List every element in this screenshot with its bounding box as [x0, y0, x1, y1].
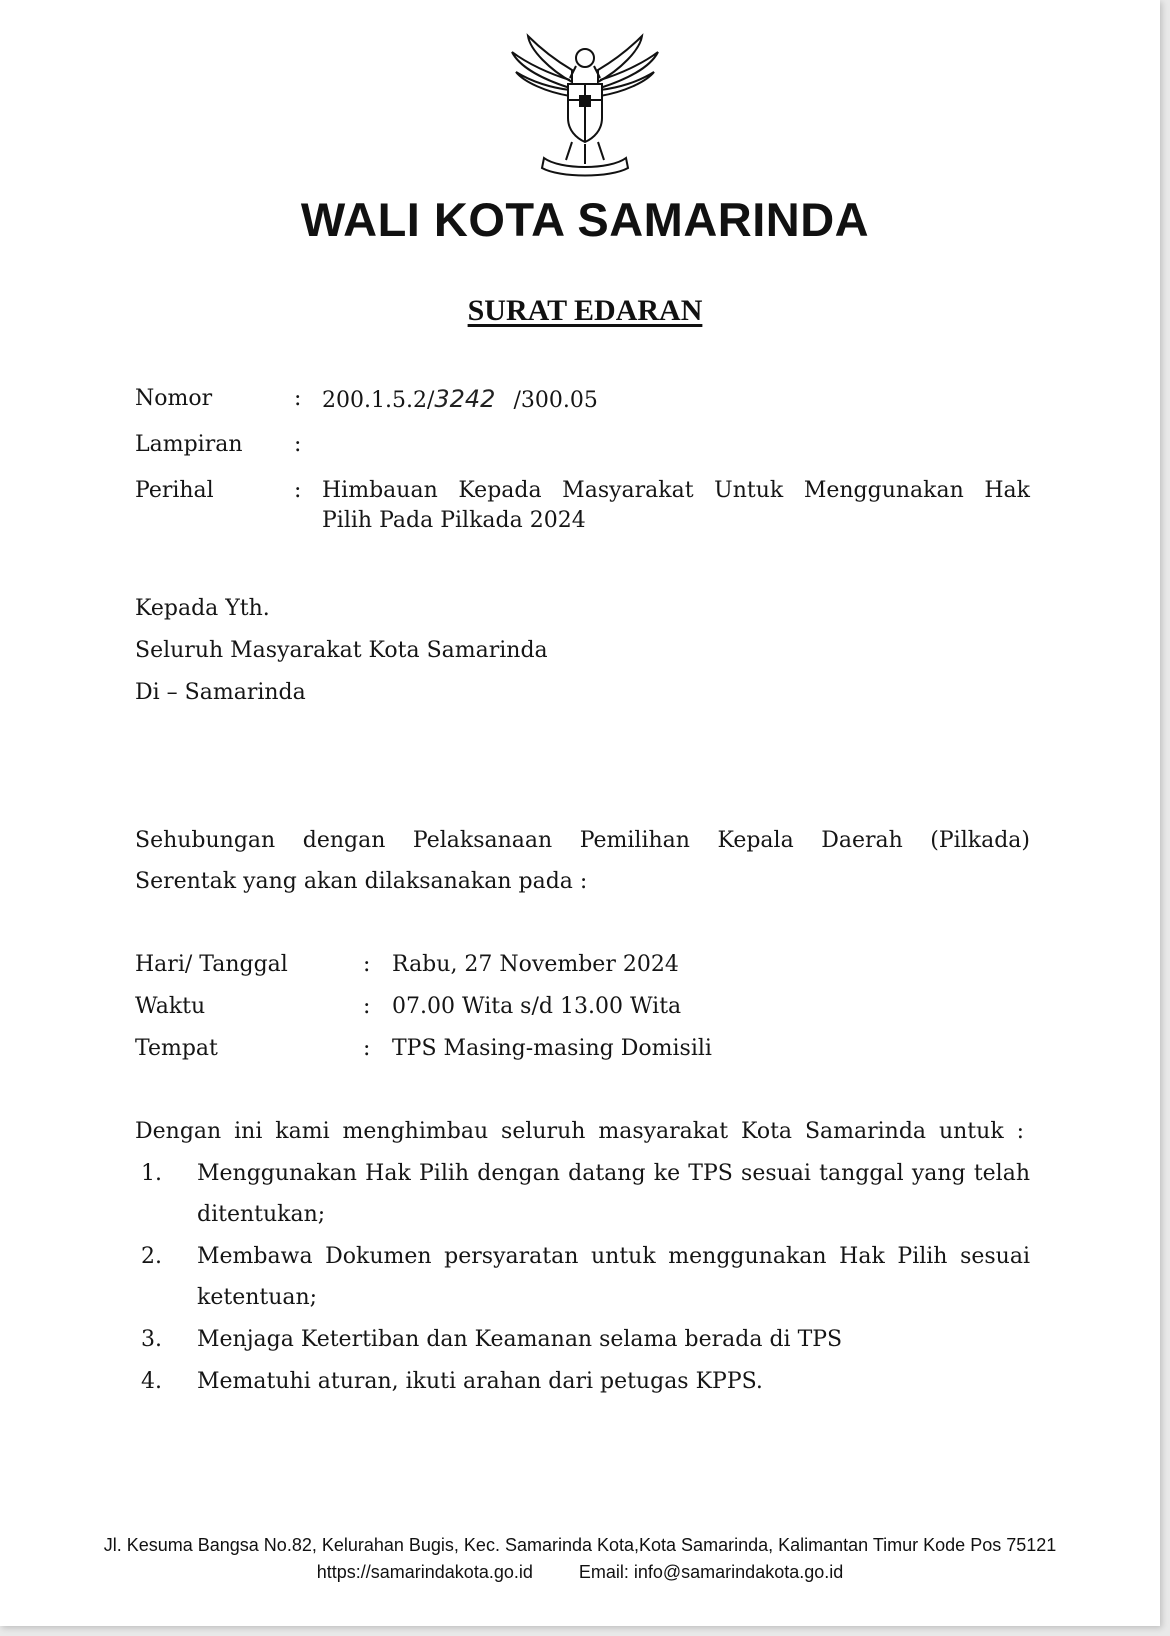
nomor-value: 200.1.5.2/3242 /300.05 — [322, 385, 598, 413]
lampiran-label: Lampiran — [135, 432, 243, 457]
intro-line-1: Sehubungan dengan Pelaksanaan Pemilihan Kepala Daerah (Pilkada) — [135, 828, 1030, 853]
hari-value: Rabu, 27 November 2024 — [392, 952, 679, 977]
tempat-colon: : — [363, 1036, 371, 1061]
list-item-number: 1. — [141, 1161, 162, 1186]
perihal-line-1: Himbauan Kepada Masyarakat Untuk Menggunakan Hak — [322, 478, 1030, 503]
tempat-value: TPS Masing-masing Domisili — [392, 1036, 712, 1061]
perihal-line-2: Pilih Pada Pilkada 2024 — [322, 508, 586, 533]
lampiran-colon: : — [294, 432, 302, 457]
recipient-line-1: Kepada Yth. — [135, 596, 270, 621]
hari-label: Hari/ Tanggal — [135, 952, 288, 977]
page-title: WALI KOTA SAMARINDA — [300, 193, 870, 246]
nomor-label: Nomor — [135, 386, 213, 411]
waktu-value: 07.00 Wita s/d 13.00 Wita — [392, 994, 682, 1019]
tempat-label: Tempat — [135, 1036, 218, 1061]
footer-website: https://samarindakota.go.id — [316, 1562, 533, 1582]
perihal-label: Perihal — [135, 478, 214, 503]
document-type-heading: SURAT EDARAN — [467, 294, 703, 327]
list-item-text: Menjaga Ketertiban dan Keamanan selama berada di TPS — [197, 1327, 843, 1352]
waktu-label: Waktu — [135, 994, 206, 1019]
footer-contact — [0, 1562, 1160, 1583]
list-item-text: Membawa Dokumen persyaratan untuk menggunakan Hak Pilih sesuai — [197, 1244, 1030, 1269]
list-item-number: 2. — [141, 1244, 162, 1269]
recipient-line-2: Seluruh Masyarakat Kota Samarinda — [135, 638, 548, 663]
list-item-text-continued: ditentukan; — [197, 1202, 326, 1227]
hari-colon: : — [363, 952, 371, 977]
recipient-line-3: Di – Samarinda — [135, 680, 306, 705]
waktu-colon: : — [363, 994, 371, 1019]
garuda-pancasila-emblem-icon — [510, 30, 660, 180]
nomor-handwritten-number: 3242 — [434, 385, 496, 413]
perihal-colon: : — [294, 478, 302, 503]
list-item-number: 3. — [141, 1327, 162, 1352]
list-item-number: 4. — [141, 1369, 162, 1394]
footer-address: Jl. Kesuma Bangsa No.82, Kelurahan Bugis, Kec. Samarinda Kota,Kota Samarinda, Kalimantan Timur Kode Pos 75121 — [103, 1535, 1057, 1555]
intro-line-2: Serentak yang akan dilaksanakan pada : — [135, 869, 588, 894]
nomor-colon: : — [294, 386, 302, 411]
list-item-text: Menggunakan Hak Pilih dengan datang ke TPS sesuai tanggal yang telah — [197, 1161, 1030, 1186]
appeal-text: Dengan ini kami menghimbau seluruh masyarakat Kota Samarinda untuk : — [135, 1119, 1024, 1144]
footer-email: Email: info@samarindakota.go.id — [578, 1562, 844, 1582]
list-item-text: Mematuhi aturan, ikuti arahan dari petugas KPPS. — [197, 1369, 763, 1394]
list-item-text-continued: ketentuan; — [197, 1285, 318, 1310]
